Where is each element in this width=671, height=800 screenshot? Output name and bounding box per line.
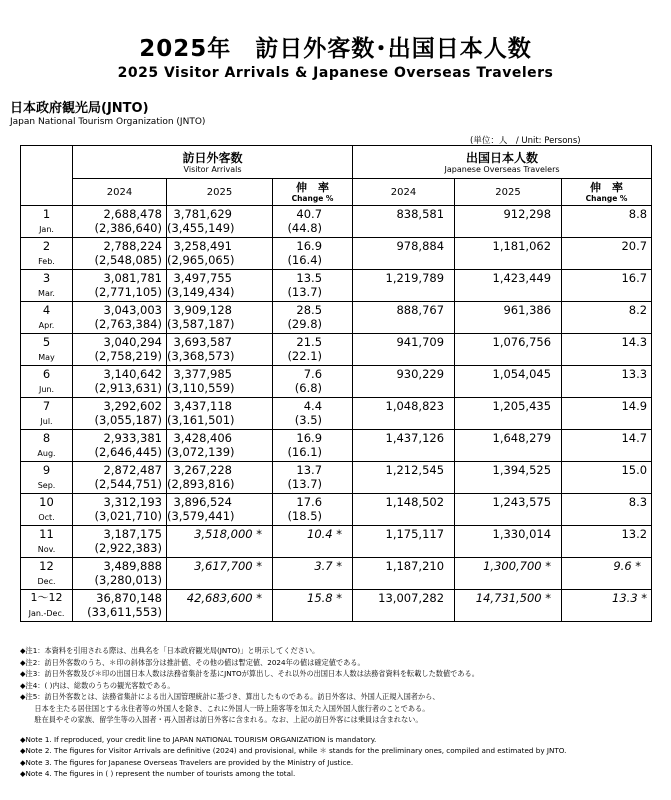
month-number: 12 (39, 559, 54, 573)
month-cell (21, 494, 73, 526)
month-cell (21, 462, 73, 494)
visitors-2024-cell (73, 206, 167, 238)
value: 3,437,118 (173, 399, 232, 413)
month-number: 8 (42, 431, 51, 445)
tourists-value: (2,548,085) (94, 253, 162, 267)
visitor-arrivals-header-ja: 訪日外客数 (182, 151, 243, 165)
travelers-2025-cell (455, 366, 562, 398)
value: 3,081,781 (103, 271, 162, 285)
tourists-value: (44.8) (287, 221, 323, 235)
month-name: Jul. (40, 417, 53, 426)
month-cell (21, 238, 73, 270)
travelers-2024-cell (353, 302, 455, 334)
value: 36,870,148 (96, 591, 162, 605)
visitors-change-cell (273, 526, 353, 558)
visitors-change-cell (273, 558, 353, 590)
note-line: ◆Note 3. The figures for Japanese Overseas Travelers are provided by the Ministry of Justice. (20, 757, 354, 767)
overseas-travelers-header-en: Japanese Overseas Travelers (444, 165, 560, 174)
tourists-value: (2,913,631) (94, 381, 162, 395)
value: 16.7 (621, 271, 648, 285)
tourists-value: (2,922,383) (94, 541, 162, 555)
value: 20.7 (621, 239, 648, 253)
value: 3,258,491 (173, 239, 232, 253)
travelers-2025-cell (455, 590, 562, 622)
month-number: 9 (42, 463, 51, 477)
tourists-value: (3,579,441) (167, 509, 235, 523)
month-number: 6 (42, 367, 51, 381)
month-name: Jun. (38, 385, 55, 394)
change-header-ja: 伸 率 (296, 181, 330, 194)
travelers-change-cell (562, 398, 652, 430)
visitors-change-cell (273, 462, 353, 494)
travelers-change-cell (562, 494, 652, 526)
page-title: 2025年 訪日外客数･出国日本人数 (139, 36, 532, 62)
value: 15.8 * (307, 591, 343, 605)
value: 1,181,062 (492, 239, 552, 253)
visitors-change-header (273, 179, 353, 206)
note-line: ◆注1：本資料を引用される際は、出典名を「日本政府観光局(JNTO)」と明示してください。 (20, 646, 320, 655)
travelers-change-cell (562, 366, 652, 398)
travelers-change-cell (562, 270, 652, 302)
value: 13.5 (296, 271, 323, 285)
visitors-change-cell (273, 430, 353, 462)
value: 1,423,449 (492, 271, 552, 285)
value: 13.7 (296, 463, 323, 477)
travelers-change-cell (562, 558, 652, 590)
value: 1,054,045 (492, 367, 552, 381)
tourists-value: (2,771,105) (94, 285, 162, 299)
tourists-value: (16.1) (287, 445, 323, 459)
value: 42,683,600 * (186, 591, 262, 605)
visitors-2025-cell (167, 206, 273, 238)
value: 1,187,210 (385, 559, 445, 573)
travelers-2024-header: 2024 (353, 179, 455, 206)
month-cell (21, 558, 73, 590)
value: 1,437,126 (385, 431, 445, 445)
value: 13.3 * (612, 591, 648, 605)
table-row (21, 494, 652, 526)
note-line: ◆注3：訪日外客数及び＊印の出国日本人数は法務省集計を基にJNTOが算出し、それ以外の出国日本人数は法務省資料を転載した数値である。 (20, 669, 479, 678)
value: 13,007,282 (378, 591, 445, 605)
value: 4.4 (303, 399, 323, 413)
visitors-2025-cell (167, 366, 273, 398)
visitors-2024-cell (73, 334, 167, 366)
month-cell (21, 334, 73, 366)
table-row (21, 462, 652, 494)
visitors-2024-cell (73, 430, 167, 462)
value: 3,497,755 (173, 271, 232, 285)
travelers-2025-cell (455, 302, 562, 334)
visitors-2025-cell (167, 526, 273, 558)
travelers-2024-cell (353, 270, 455, 302)
tourists-value: (3,368,573) (167, 349, 235, 363)
tourists-value: (2,893,816) (167, 477, 235, 491)
value: 3,693,587 (173, 335, 232, 349)
value: 3,518,000 * (194, 527, 262, 541)
visitors-2025-header: 2025 (167, 179, 273, 206)
page-subtitle: 2025 Visitor Arrivals & Japanese Overseas Travelers (117, 65, 554, 81)
value: 14.7 (621, 431, 648, 445)
value: 1,076,756 (492, 335, 552, 349)
month-number: 1 (42, 207, 51, 221)
visitors-2025-cell (167, 430, 273, 462)
change-header-en: Change % (291, 194, 334, 203)
visitors-2025-cell (167, 270, 273, 302)
value: 3,489,888 (103, 559, 162, 573)
travelers-2024-cell (353, 206, 455, 238)
value: 1,212,545 (385, 463, 445, 477)
table-row (21, 526, 652, 558)
travelers-2024-cell (353, 366, 455, 398)
value: 16.9 (296, 431, 323, 445)
tourists-value: (18.5) (287, 509, 323, 523)
month-name: Feb. (38, 257, 55, 266)
value: 2,688,478 (103, 207, 162, 221)
month-cell (21, 590, 73, 622)
travelers-2025-cell (455, 238, 562, 270)
value: 7.6 (303, 367, 323, 381)
travelers-2024-cell (353, 526, 455, 558)
table-row (21, 334, 652, 366)
value: 14,731,500 * (475, 591, 552, 605)
travelers-2024-cell (353, 398, 455, 430)
value: 3,428,406 (173, 431, 232, 445)
visitor-arrivals-header (73, 146, 353, 179)
travelers-2025-cell (455, 430, 562, 462)
visitors-2024-cell (73, 302, 167, 334)
value: 3,896,524 (173, 495, 232, 509)
travelers-change-cell (562, 206, 652, 238)
table-row (21, 430, 652, 462)
visitors-2024-cell (73, 238, 167, 270)
travelers-change-header (562, 179, 652, 206)
value: 17.6 (296, 495, 323, 509)
travelers-2024-cell (353, 590, 455, 622)
tourists-value: (6.8) (294, 381, 323, 395)
tourists-value: (2,646,445) (94, 445, 162, 459)
visitors-2024-cell (73, 526, 167, 558)
travelers-2025-header: 2025 (455, 179, 562, 206)
visitors-change-cell (273, 494, 353, 526)
value: 3,292,602 (103, 399, 162, 413)
month-name: Dec. (37, 577, 56, 586)
travelers-2024-cell (353, 558, 455, 590)
travelers-2024-cell (353, 430, 455, 462)
travelers-2025-cell (455, 526, 562, 558)
tourists-value: (3.5) (294, 413, 323, 427)
month-name: Jan.-Dec. (28, 609, 65, 618)
travelers-change-cell (562, 430, 652, 462)
month-number: 4 (42, 303, 51, 317)
travelers-2025-cell (455, 206, 562, 238)
visitors-2025-cell (167, 398, 273, 430)
visitors-2025-cell (167, 462, 273, 494)
month-name: Aug. (37, 449, 56, 458)
table-row (21, 398, 652, 430)
month-name: May (38, 353, 55, 362)
visitors-2024-cell (73, 366, 167, 398)
month-number: 11 (39, 527, 54, 541)
visitors-change-cell (273, 366, 353, 398)
value: 961,386 (503, 303, 552, 317)
value: 8.3 (628, 495, 648, 509)
travelers-change-cell (562, 238, 652, 270)
visitors-change-cell (273, 270, 353, 302)
value: 941,709 (396, 335, 445, 349)
month-name: Nov. (37, 545, 56, 554)
tourists-value: (2,763,384) (94, 317, 162, 331)
month-number: 1～12 (30, 591, 63, 604)
value: 1,300,700 * (483, 559, 552, 573)
value: 3,377,985 (173, 367, 232, 381)
value: 978,884 (396, 239, 445, 253)
value: 3,617,700 * (194, 559, 262, 573)
tourists-value: (22.1) (287, 349, 323, 363)
note-line: 駐在員やその家族、留学生等の入国者・再入国者は訪日外客に含まれる。なお、上記の訪日外客には乗員は含まれない。 (20, 715, 423, 724)
value: 1,205,435 (492, 399, 552, 413)
visitors-2025-cell (167, 590, 273, 622)
value: 8.8 (628, 207, 648, 221)
visitors-2025-cell (167, 558, 273, 590)
value: 40.7 (296, 207, 323, 221)
value: 14.3 (621, 335, 648, 349)
table-row (21, 238, 652, 270)
tourists-value: (3,055,187) (94, 413, 162, 427)
unit-label: (単位：人 / Unit: Persons) (470, 136, 581, 146)
value: 3,267,228 (173, 463, 232, 477)
travelers-2025-cell (455, 270, 562, 302)
visitors-change-cell (273, 238, 353, 270)
visitors-2025-cell (167, 494, 273, 526)
value: 13.2 (621, 527, 648, 541)
tourists-value: (2,965,065) (167, 253, 235, 267)
statistics-table (20, 145, 652, 622)
tourists-value: (16.4) (287, 253, 323, 267)
value: 1,648,279 (492, 431, 552, 445)
travelers-change-cell (562, 334, 652, 366)
travelers-2024-cell (353, 334, 455, 366)
month-cell (21, 526, 73, 558)
value: 838,581 (396, 207, 445, 221)
table-row (21, 366, 652, 398)
month-name: Mar. (38, 289, 55, 298)
value: 28.5 (296, 303, 323, 317)
visitors-change-cell (273, 302, 353, 334)
note-line: ◆注2：訪日外客数のうち、＊印の斜体部分は推計値、その他の値は暫定値、2024年の値は確定値である。 (20, 657, 365, 667)
value: 1,148,502 (385, 495, 445, 509)
travelers-change-cell (562, 590, 652, 622)
change-header-ja: 伸 率 (590, 181, 624, 194)
travelers-change-cell (562, 302, 652, 334)
note-line: ◆注4：( )内は、総数のうちの観光客数である。 (20, 680, 175, 690)
month-cell (21, 302, 73, 334)
note-line: ◆注5：訪日外客数とは、法務省集計による出入国管理統計に基づき、算出したものである。訪日外客は、外国人正規入国者から、 (20, 692, 440, 701)
tourists-value: (3,021,710) (94, 509, 162, 523)
visitors-2024-cell (73, 558, 167, 590)
visitors-2024-header: 2024 (73, 179, 167, 206)
visitor-arrivals-header-en: Visitor Arrivals (183, 165, 242, 174)
visitors-2024-cell (73, 590, 167, 622)
organization-name-en: Japan National Tourism Organization (JNTO) (10, 117, 206, 127)
tourists-value: (3,280,013) (94, 573, 162, 587)
visitors-change-cell (273, 206, 353, 238)
visitors-2024-cell (73, 494, 167, 526)
table-row-total (21, 590, 652, 622)
note-line: ◆Note 1. If reproduced, your credit line to JAPAN NATIONAL TOURISM ORGANIZATION is mandatory. (20, 734, 377, 744)
month-cell (21, 366, 73, 398)
value: 1,330,014 (492, 527, 552, 541)
value: 3.7 * (314, 559, 343, 573)
month-name: Oct. (38, 513, 55, 522)
note-line: ◆Note 2. The figures for Visitor Arrivals are definitive (2024) and provisional, while ＊ stands for the preliminary ones, compiled and estimated by JNTO. (20, 746, 567, 755)
visitors-change-cell (273, 590, 353, 622)
tourists-value: (3,587,187) (167, 317, 235, 331)
tourists-value: (29.8) (287, 317, 323, 331)
notes-ja (20, 645, 660, 726)
overseas-travelers-header (353, 146, 652, 179)
visitors-2025-cell (167, 238, 273, 270)
value: 912,298 (503, 207, 552, 221)
table-row (21, 558, 652, 590)
value: 1,243,575 (492, 495, 552, 509)
tourists-value: (3,455,149) (167, 221, 235, 235)
tourists-value: (13.7) (287, 477, 323, 491)
month-name: Sep. (37, 481, 56, 490)
value: 21.5 (296, 335, 323, 349)
month-cell (21, 398, 73, 430)
table-row (21, 206, 652, 238)
value: 1,048,823 (385, 399, 445, 413)
value: 13.3 (621, 367, 648, 381)
month-header (21, 146, 73, 206)
month-name: Jan. (39, 225, 54, 234)
value: 930,229 (396, 367, 445, 381)
travelers-2025-cell (455, 398, 562, 430)
value: 10.4 * (307, 527, 343, 541)
notes-section (20, 645, 660, 780)
value: 1,394,525 (492, 463, 552, 477)
tourists-value: (13.7) (287, 285, 323, 299)
table-body (21, 206, 652, 622)
value: 2,872,487 (103, 463, 162, 477)
month-number: 3 (42, 271, 51, 285)
travelers-2025-cell (455, 494, 562, 526)
value: 1,219,789 (385, 271, 445, 285)
note-line: 日本を主たる居住国とする永住者等の外国人を除き、これに外国人一時上陸客等を加えた入国外国人旅行者のことである。 (20, 703, 430, 713)
tourists-value: (2,386,640) (94, 221, 162, 235)
notes-en (20, 734, 660, 780)
tourists-value: (33,611,553) (87, 605, 162, 619)
visitors-change-cell (273, 334, 353, 366)
travelers-2024-cell (353, 494, 455, 526)
value: 2,933,381 (103, 431, 162, 445)
visitors-2024-cell (73, 398, 167, 430)
tourists-value: (2,758,219) (94, 349, 162, 363)
visitors-2024-cell (73, 462, 167, 494)
travelers-2025-cell (455, 558, 562, 590)
tourists-value: (3,072,139) (167, 445, 235, 459)
travelers-2024-cell (353, 238, 455, 270)
value: 3,043,003 (103, 303, 162, 317)
value: 3,187,175 (103, 527, 162, 541)
value: 15.0 (621, 463, 648, 477)
month-number: 2 (42, 239, 51, 253)
value: 14.9 (621, 399, 648, 413)
month-cell (21, 270, 73, 302)
value: 16.9 (296, 239, 323, 253)
value: 2,788,224 (103, 239, 162, 253)
value: 3,312,193 (103, 495, 162, 509)
table-row (21, 302, 652, 334)
note-line: ◆Note 4. The figures in ( ) represent the number of tourists among the total. (20, 769, 296, 778)
month-cell (21, 430, 73, 462)
value: 1,175,117 (385, 527, 445, 541)
visitors-2025-cell (167, 302, 273, 334)
table-row (21, 270, 652, 302)
tourists-value: (3,110,559) (167, 381, 235, 395)
tourists-value: (3,149,434) (167, 285, 235, 299)
value: 3,040,294 (103, 335, 162, 349)
visitors-2025-cell (167, 334, 273, 366)
value: 3,140,642 (103, 367, 162, 381)
travelers-2025-cell (455, 334, 562, 366)
value: 888,767 (396, 303, 445, 317)
change-header-en: Change % (585, 194, 628, 203)
travelers-change-cell (562, 526, 652, 558)
value: 8.2 (628, 303, 648, 317)
month-name: Apr. (38, 321, 55, 330)
tourists-value: (2,544,751) (94, 477, 162, 491)
tourists-value: (3,161,501) (167, 413, 235, 427)
month-number: 10 (39, 495, 54, 509)
value: 9.6 * (613, 559, 642, 573)
visitors-2024-cell (73, 270, 167, 302)
value: 3,781,629 (173, 207, 232, 221)
month-cell (21, 206, 73, 238)
travelers-2024-cell (353, 462, 455, 494)
value: 3,909,128 (173, 303, 232, 317)
overseas-travelers-header-ja: 出国日本人数 (466, 151, 539, 165)
travelers-change-cell (562, 462, 652, 494)
organization-name-ja: 日本政府観光局(JNTO) (10, 101, 149, 116)
visitors-change-cell (273, 398, 353, 430)
month-number: 7 (42, 399, 51, 413)
month-number: 5 (42, 335, 51, 349)
travelers-2025-cell (455, 462, 562, 494)
